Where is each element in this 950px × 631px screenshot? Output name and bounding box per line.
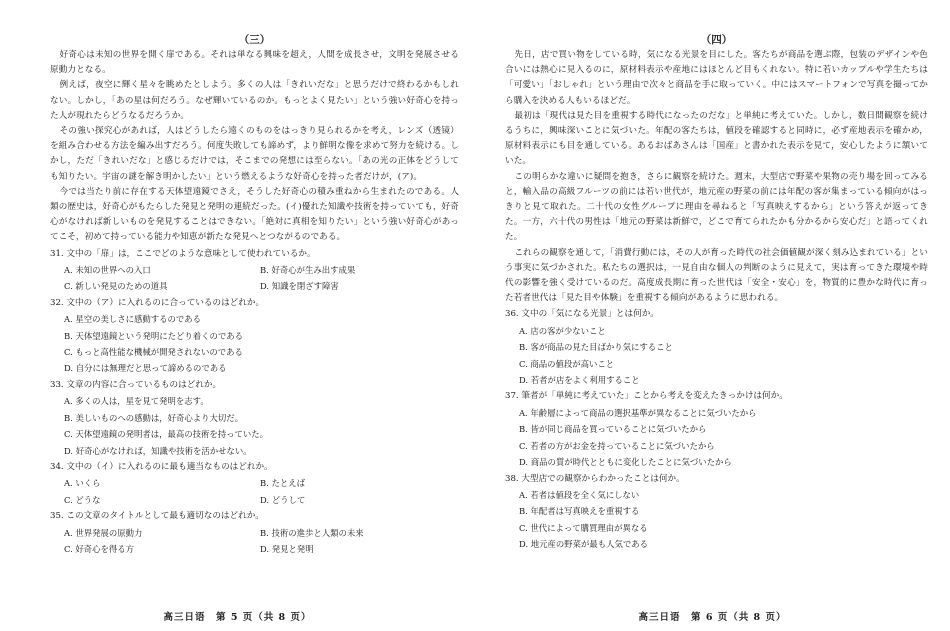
passage (50, 48, 459, 246)
question-38 (505, 471, 928, 553)
paragraph: 好奇心は未知の世界を開く扉である。それは単なる興味を超え，人間を成長させ，文明を発展させる原動力となる。 (50, 50, 459, 76)
question-32 (50, 295, 459, 377)
passage (505, 48, 928, 306)
option-c: C. 世代によって購買理由が異なる (519, 522, 648, 533)
option-d: D. どうして (260, 494, 306, 505)
question-stem: 34. 文中の（イ）に入れるのに最も適当なものはどれか。 (50, 461, 273, 472)
option-c: C. 商品の値段が高いこと (519, 358, 615, 369)
option-a: A. 年齢層によって商品の選択基準が異なることに気づいたから (519, 407, 757, 418)
option-b: B. 年配者は写真映えを重視する (519, 506, 640, 517)
option-d: D. 発見と発明 (260, 543, 314, 554)
question-stem: 35. この文章のタイトルとして最も適切なのはどれか。 (50, 511, 264, 522)
paragraph: 例えば，夜空に輝く星々を眺めたとしよう。多くの人は「きれいだな」と思うだけで終わるかもしれない。しかし，「あの星は何だろう。なぜ輝いているのか。もっとよく見たい」という強い好奇心を持った人が現れたらどうなるだろうか。 (50, 80, 459, 121)
paragraph: 今では当たり前に存在する天体望遠鏡でさえ，そうした好奇心の積み重ねから生まれたのである。人類の歴史は，好奇心がもたらした発見と発明の連続だった。(イ)優れた知識や技術を持っていても，好奇心がなければ新しいものを発見することはできない。「絶対に真相を知りたい」という強い好奇心があってこそ，初めて持っている能力や知恵が新たな発見へとつながるのである。 (50, 186, 459, 243)
option-d: D. 若者が店をよく利用すること (519, 375, 640, 386)
right-page (475, 0, 950, 631)
question-stem: 32. 文中の（ア）に入れるのに合っているのはどれか。 (50, 297, 265, 308)
option-a: A. 店の客が少ないこと (519, 325, 606, 336)
option-c: C. 天体望遠鏡の発明者は，最高の技術を持っていた。 (64, 429, 269, 440)
option-d: D. 知識を閉ざす障害 (260, 281, 339, 292)
question-stem: 38. 大型店での観察からわかったことは何か。 (505, 473, 685, 484)
option-b: B. 客が商品の見た目ばかり気にすること (519, 342, 673, 353)
option-b: B. たとえば (260, 478, 305, 489)
option-c: C. 新しい発見のための道具 (64, 281, 168, 292)
paragraph: 先日，店で買い物をしている時，気になる光景を目にした。客たちが商品を選ぶ際，包装のデザインや色合いには熱心に見入るのに，原材料表示や産地にはほとんど目もくれない。特に若いカップルや学生たちは「可愛い」「おしゃれ」という理由で次々と商品を手に取っていく。中にはスマートフォンで写真を撮ってから購入を決める人もいるほどだ。 (505, 50, 928, 106)
option-b: B. 美しいものへの感動は，好奇心より大切だ。 (64, 412, 243, 423)
option-a: A. 星空の美しさに感動するのである (64, 314, 201, 325)
question-stem: 31. 文中の「扉」は，ここでどのような意味として使われているか。 (50, 248, 316, 259)
question-31 (50, 246, 459, 295)
option-a: A. いくら (64, 478, 101, 489)
option-c: C. 好奇心を得る方 (64, 543, 135, 554)
paragraph: その強い探究心があれば，人はどうしたら遠くのものをはっきり見られるかを考え，レンズ（透镜）を組み合わせる方法を編み出すだろう。何度失敗しても諦めず，より鮮明な像を求めて努力を続ける。しかし，ただ「きれいだな」と感じるだけでは，そこまでの発想には至らない。「あの光の正体をどうしても知りたい。宇宙の謎を解き明かしたい」という燃えるような好奇心を持った者だけが，(ア)。 (50, 126, 459, 182)
section-title: （三） (238, 34, 271, 46)
paragraph: この明らかな違いに疑問を抱き，さらに観察を続けた。週末，大型店で野菜や果物の売り場を回ってみると，輸入品の高級フルーツの前には若い世代が，地元産の野菜の前には年配の客が集まっている傾向がはっきりと見て取れた。二十代の女性グループに理由を尋ねると「写真映えするから」という答えが返ってきた。一方，六十代の男性は「地元の野菜は新鮮で，どこで育てられたかも分かるから安心だ」と語ってくれた。 (505, 171, 928, 243)
question-stem: 36. 文中の「気になる光景」とは何か。 (505, 309, 659, 320)
question-35 (50, 508, 459, 557)
option-c: C. 若者の方がお金を持っていることに気づいたから (519, 440, 715, 451)
question-stem: 37. 筆者が「単純に考えていた」ことから考えを変えたきっかけは何か。 (505, 391, 788, 402)
page-footer: 高三日语 第 6 页（共 8 页） (638, 612, 787, 623)
section-title: （四） (700, 34, 733, 46)
option-a: A. 若者は値段を全く気にしない (519, 489, 640, 500)
question-36 (505, 306, 928, 388)
option-b: B. 好奇心が生み出す成果 (260, 265, 356, 276)
paragraph: 最初は「現代は見た目を重視する時代になったのだな」と単純に考えていた。しかし，数日間観察を続けるうちに，興味深いことに気づいた。年配の客たちは，値段を確認すると同時に，必ず産地表示を確かめ，原材料表示にも目を通している。あるおばあさんは「国産」と書かれた表示を見て，安心したように頷いていた。 (505, 110, 928, 167)
option-a: A. 世界発展の原動力 (64, 527, 143, 538)
option-d: D. 地元産の野菜が最も人気である (519, 539, 648, 550)
question-33 (50, 377, 459, 459)
option-c: C. どうな (64, 494, 101, 505)
option-b: B. 皆が同じ商品を買っていることに気づいたから (519, 424, 707, 435)
option-c: C. もっと高性能な機械が開発されないのである (64, 347, 243, 358)
option-d: D. 好奇心がなければ，知識や技術を活かせない。 (64, 445, 252, 456)
option-a: A. 未知の世界への入口 (64, 265, 151, 276)
question-stem: 33. 文章の内容に合っているものはどれか。 (50, 379, 222, 390)
question-37 (505, 388, 928, 470)
option-a: A. 多くの人は，星を見て発明を志す。 (64, 396, 209, 407)
paragraph: これらの観察を通して，「消費行動には，その人が育った時代の社会価値観が深く刻み込まれている」という事実に気づかされた。私たちの選択は，一見自由な個人の判断のように見えて，実は育ってきた環境や時代の影響を強く受けているのだ。高度成長期に育った世代は「安全・安心」を，物質的に豊かな時代に育った若者世代は「見た目や体験」を重視する傾向があるように思われる。 (505, 247, 928, 304)
option-b: B. 技術の進歩と人類の未来 (260, 527, 364, 538)
option-d: D. 商品の質が時代とともに変化したことに気づいたから (519, 457, 732, 468)
option-b: B. 天体望遠鏡という発明にたどり着くのである (64, 330, 243, 341)
page-footer: 高三日语 第 5 页（共 8 页） (163, 612, 312, 623)
option-d: D. 自分には無理だと思って諦めるのである (64, 363, 227, 374)
question-34 (50, 459, 459, 508)
